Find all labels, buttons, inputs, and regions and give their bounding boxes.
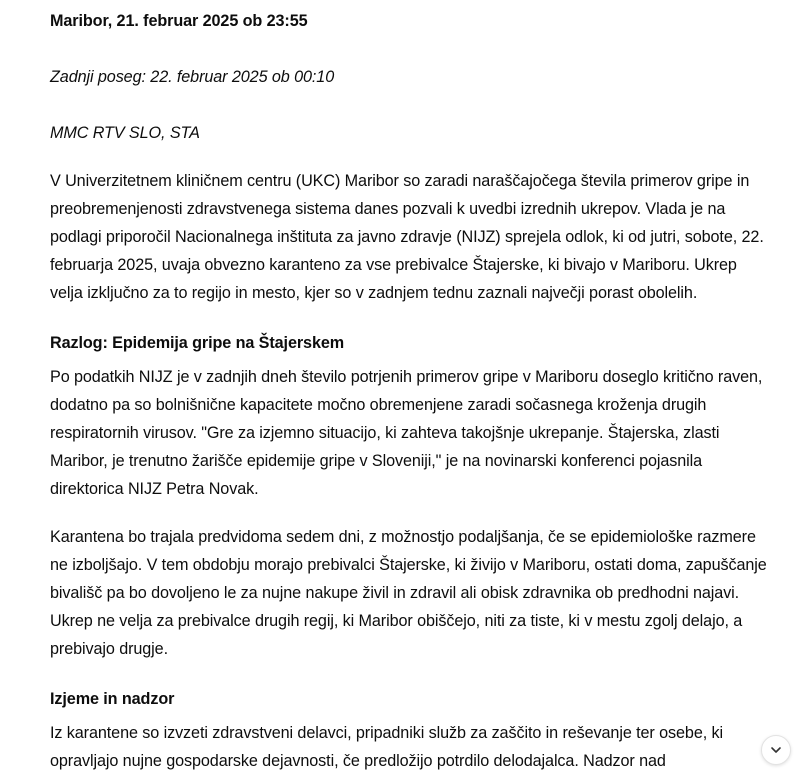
- paragraph-line: Po podatkih NIJZ je v zadnjih dneh število potrjenih primerov gripe v Mariboru doseglo kritično raven,: [50, 368, 763, 386]
- paragraph-line: Ukrep ne velja za prebivalce drugih regij, ki Maribor obiščejo, niti za tiste, ki v mestu zgolj delajo, a: [50, 612, 743, 630]
- paragraph-line: respiratornih virusov. "Gre za izjemno situacijo, ki zahteva takojšnje ukrepanje. Štajerska, zlasti: [50, 424, 720, 442]
- paragraph-line: podlagi priporočil Nacionalnega inštituta za javno zdravje (NIJZ) sprejela odlok, ki od jutri, sobote, 22.: [50, 228, 764, 246]
- article-source: MMC RTV SLO, STA: [50, 124, 200, 142]
- article-paragraph: [50, 719, 795, 775]
- paragraph-line: bivališč pa bo dovoljeno le za nujne nakupe živil in zdravil ali obisk zdravnika ob predhodni najavi.: [50, 584, 740, 602]
- paragraph-line: februarja 2025, uvaja obvezno karanteno za vse prebivalce Štajerske, ki bivajo v Mariboru. Ukrep: [50, 256, 737, 274]
- article-date: Maribor, 21. februar 2025 ob 23:55: [50, 12, 308, 30]
- paragraph-line: Maribor, je trenutno žarišče epidemije gripe v Sloveniji," je na novinarski konferenci pojasnila: [50, 452, 703, 470]
- article-paragraph: [50, 363, 795, 503]
- paragraph-line: prebivajo drugje.: [50, 640, 168, 658]
- paragraph-line: opravljajo nujne gospodarske dejavnosti, če predložijo potrdilo delodajalca. Nadzor nad: [50, 752, 666, 770]
- section-heading: Razlog: Epidemija gripe na Štajerskem: [50, 334, 345, 352]
- paragraph-line: direktorica NIJZ Petra Novak.: [50, 480, 259, 498]
- article-paragraph: [50, 523, 795, 663]
- paragraph-line: Karantena bo trajala predvidoma sedem dni, z možnostjo podaljšanja, če se epidemiološke razmere: [50, 528, 756, 546]
- paragraph-line: V Univerzitetnem kliničnem centru (UKC) Maribor so zaradi naraščajočega števila primerov gripe in: [50, 172, 750, 190]
- paragraph-line: dodatno pa so bolnišnične kapacitete močno obremenjene zaradi sočasnega kroženja drugih: [50, 396, 707, 414]
- paragraph-line: ne izboljšajo. V tem obdobju morajo prebivalci Štajerske, ki živijo v Mariboru, ostati doma, zapuščanje: [50, 556, 767, 574]
- chevron-down-icon: [769, 743, 783, 757]
- article-paragraph: [50, 167, 795, 307]
- paragraph-line: velja izključno za to regijo in mesto, kjer so v zadnjem tednu zaznali največji porast obolelih.: [50, 284, 698, 302]
- scroll-to-bottom-button[interactable]: [761, 735, 791, 765]
- paragraph-line: Iz karantene so izvzeti zdravstveni delavci, pripadniki služb za zaščito in reševanje ter osebe, ki: [50, 724, 724, 742]
- paragraph-line: preobremenjenosti zdravstvenega sistema danes pozvali k uvedbi izrednih ukrepov. Vlada je na: [50, 200, 726, 218]
- article-last-updated: Zadnji poseg: 22. februar 2025 ob 00:10: [50, 68, 335, 86]
- section-heading: Izjeme in nadzor: [50, 690, 175, 708]
